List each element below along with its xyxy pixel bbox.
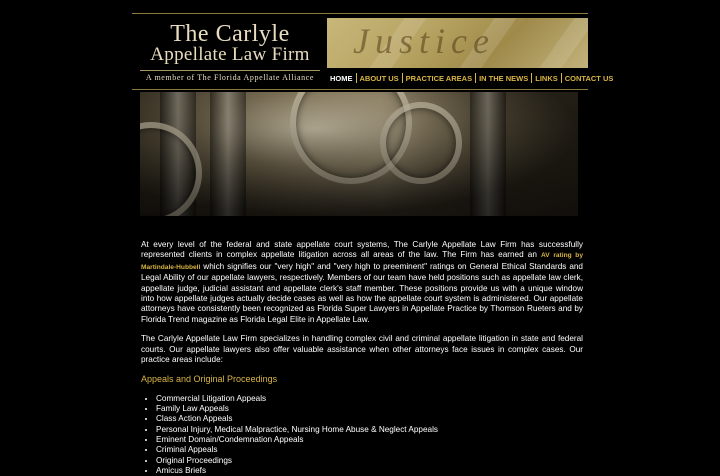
- intro-paragraph: [141, 240, 583, 325]
- intro-text-2: which signifies our "very high" and "very high to preeminent" ratings on General Ethical Standards and Legal Ability of our appellate lawyers, respectively. Members of our team have held positions such as appellate law clerk, appellate judge, judicial assistant and appellate clerk's staff member. These positions provide us with a unique window into how appellate judges actually decide cases as well as how the appellate court system is administered. Our appellate attorneys have consistently been recognized as Florida Super Lawyers in Appellate Practice by Thomson Rueters and by Florida Trend magazine as Florida Legal Elite in Appellate Law.: [141, 261, 583, 324]
- practice-list: [141, 394, 583, 476]
- list-item: • Family Law Appeals: [156, 404, 583, 414]
- list-item: • Class Action Appeals: [156, 414, 583, 424]
- specialization-paragraph: The Carlyle Appellate Law Firm specializes in handling complex civil and criminal appellate litigation in state and federal courts. Our appellate lawyers also offer valuable assistance when other attorneys face issues in complex cases. Our practice areas include:: [141, 334, 583, 365]
- intro-text-1: At every level of the federal and state appellate court systems, The Carlyle Appellate Law Firm has successfully represented clients in complex appellate litigation across all areas of the law. The Firm has earned an: [141, 240, 583, 260]
- header-bottom-rule: [132, 89, 588, 90]
- nav-home[interactable]: HOME: [330, 73, 353, 83]
- logo-tagline: A member of The Florida Appellate Alliance: [140, 70, 320, 83]
- logo-line-1: The Carlyle: [170, 21, 290, 47]
- header-banner-image: [327, 18, 588, 68]
- nav-practice-areas[interactable]: PRACTICE AREAS: [405, 73, 473, 83]
- firm-logo[interactable]: [140, 21, 320, 82]
- header-top-rule: [132, 13, 588, 14]
- nav-links[interactable]: LINKS: [535, 73, 558, 83]
- nav-about-us[interactable]: ABOUT US: [359, 73, 399, 83]
- list-item: • Commercial Litigation Appeals: [156, 394, 583, 404]
- nav-contact-us[interactable]: CONTACT US: [564, 73, 614, 83]
- hero-column-image: [140, 92, 578, 216]
- list-item: • Eminent Domain/Condemnation Appeals: [156, 435, 583, 445]
- av-rating-link[interactable]: AV rating by Martindale-Hubbell: [141, 252, 583, 271]
- banner-word: Justice: [353, 21, 495, 61]
- list-item: • Criminal Appeals: [156, 445, 583, 455]
- section-heading: Appeals and Original Proceedings: [141, 374, 278, 385]
- list-item: • Amicus Briefs: [156, 466, 583, 476]
- main-nav: [327, 72, 616, 84]
- list-item: • Personal Injury, Medical Malpractice, Nursing Home Abuse & Neglect Appeals: [156, 425, 583, 435]
- list-item: • Original Proceedings: [156, 456, 583, 466]
- main-content: [141, 240, 583, 476]
- nav-in-the-news[interactable]: IN THE NEWS: [479, 73, 529, 83]
- logo-line-2: Appellate Law Firm: [150, 44, 310, 65]
